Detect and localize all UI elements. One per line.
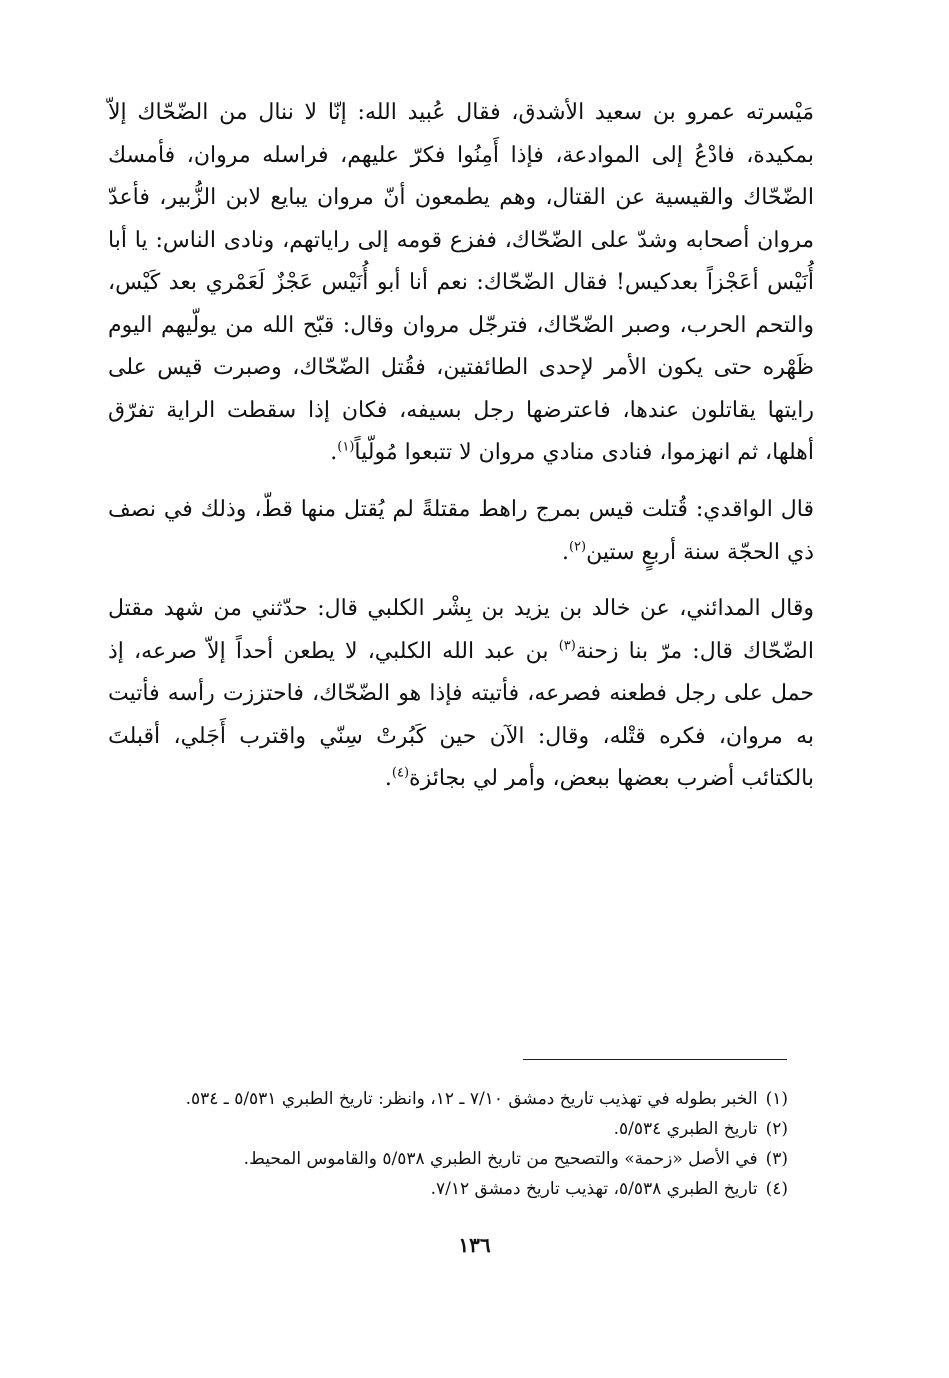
footnote-3-text: في الأصل «زحمة» والتصحيح من تاريخ الطبري ٥/٥٣٨ والقاموس المحيط. [243,1149,758,1169]
footnote-3-number: (٣) [765,1149,788,1169]
footnote-marker-1: (١) [337,439,355,455]
footnote-3 [108,1144,788,1174]
footnotes-list [108,1084,788,1204]
page-number: ١٣٦ [458,1233,491,1257]
footnote-1-number: (١) [765,1089,788,1109]
paragraph-1-tail: . [330,440,338,465]
footnote-2-number: (٢) [765,1119,788,1139]
footnote-4 [108,1174,788,1204]
footnote-4-number: (٤) [765,1179,788,1199]
paragraph-3-text: وقال المدائني، عن خالد بن يزيد بن بِشْر الكلبي قال: حدّثني من شهد مقتل الضّحّاك قال: مرّ بنا زحنة [108,596,814,664]
footnote-2-text: تاريخ الطبري ٥/٥٣٤. [613,1119,758,1139]
paragraph-3 [108,588,814,800]
footnote-4-text: تاريخ الطبري ٥/٥٣٨، تهذيب تاريخ دمشق ٧/١٢. [430,1179,758,1199]
paragraph-2-tail: . [561,539,569,565]
paragraph-2 [108,489,814,574]
paragraph-1-text: مَيْسرته عمرو بن سعيد الأشدق، فقال عُبيد الله: إنّا لا ننال من الضّحّاك إلاّ بمكيدة، فادْعُ إلى الموادعة، فإذا أَمِنُوا فكرّ عليهم، فراسله مروان، فأمسك الضّحّاك والقيسية عن القتال، وهم يطمعون أنّ مروان يبايع لابن الزُّبير، فأعدّ مروان أصحابه وشدّ على الضّحّاك، ففزع قومه إلى راياتهم، ونادى الناس: يا أبا أُنَيْس أعَجْزاً بعدكيس! فقال الضّحّاك: نعم أنا أبو أُنَيْس عَجْزٌ لَعَمْري بعد كَيْس، والتحم الحرب، وصبر الضّحّاك، فترجّل مروان وقال: قبّح الله من يولّيهم اليوم ظَهْره حتى يكون الأمر لإحدى الطائفتين، فقُتل الضّحّاك، وصبرت قيس على رايتها يقاتلون عندها، فاعترضها رجل بسيفه، فكان إذا سقطت الراية تفرّق أهلها، ثم انهزموا، فنادى منادي مروان لا تتبعوا مُولّياً [108,100,814,465]
footnote-separator [523,1059,787,1060]
paragraph-3-text-continued: بن عبد الله الكلبي، لا يطعن أحداً إلاّ صرعه، إذ حمل على رجل فطعنه فصرعه، فأتيته فإذا هو الضّحّاك، فاحتززت رأسه فأتيت به مروان، فكره قتْله، وقال: الآن حين كَبُرتْ سِنّي واقترب أَجَلي، أقبلتَ بالكتائب أضرب بعضها ببعض، وأمر لي بجائزة [108,638,814,791]
paragraph-1 [108,92,814,475]
footnote-1-text: الخبر بطوله في تهذيب تاريخ دمشق ٧/١٠ ـ ١٢، وانظر: تاريخ الطبري ٥/٥٣١ ـ ٥٣٤. [185,1089,758,1109]
paragraph-2-text: قال الواقدي: قُتلت قيس بمرج راهط مقتلةً لم يُقتل منها قطّ، وذلك في نصف ذي الحجّة سنة أربعٍ ستين [108,497,814,565]
footnote-marker-2: (٢) [568,539,587,555]
footnote-1 [108,1084,788,1114]
page-body [108,92,814,800]
footnote-marker-4: (٤) [391,765,410,781]
footnote-marker-3: (٣) [558,638,576,654]
footnote-2 [108,1114,788,1144]
paragraph-3-tail: . [384,766,392,791]
